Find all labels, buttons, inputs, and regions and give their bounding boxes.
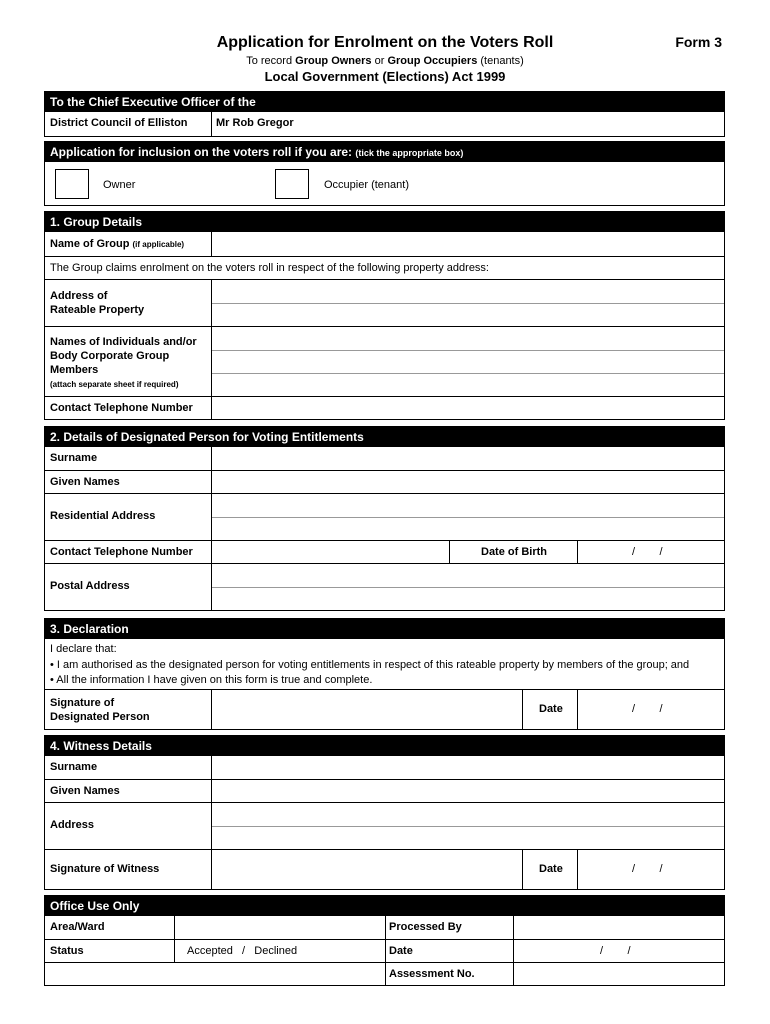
designated-surname-row [45,447,724,470]
designated-phone-label: Contact Telephone Number [50,546,193,558]
witness-signature-label: Signature of Witness [50,863,160,875]
designated-residential-label: Residential Address [50,510,156,522]
designated-given-label: Given Names [50,476,120,488]
council-name: District Council of Elliston [50,117,188,129]
address-input-line-1[interactable] [212,280,724,303]
owner-label: Owner [103,179,136,191]
witness-surname-input[interactable] [212,756,724,779]
designated-heading: 2. Details of Designated Person for Voting Entitlements [45,427,724,447]
dob-label: Date of Birth [481,546,547,558]
group-phone-input[interactable] [212,397,724,419]
form-number: Form 3 [675,34,722,50]
office-status-label: Status [50,945,84,957]
members-label [50,335,197,392]
office-section [44,895,725,986]
application-heading-text: Application for inclusion on the voters roll if you are: [50,145,353,159]
office-assessment-label: Assessment No. [389,968,475,980]
designated-phone-input[interactable] [212,541,449,563]
declaration-date-input[interactable]: / / [632,703,663,715]
witness-given-input[interactable] [212,780,724,802]
witness-surname-label: Surname [50,761,98,773]
office-area-label: Area/Ward [50,921,105,933]
declaration-section [44,618,725,730]
office-status-row [45,939,724,962]
designated-surname-input[interactable] [212,447,724,470]
witness-given-row [45,779,724,802]
designated-section [44,426,725,611]
group-name-row [45,232,724,256]
office-date-input[interactable]: / / [600,945,631,957]
witness-heading: 4. Witness Details [45,736,724,756]
witness-date-input[interactable]: / / [632,863,663,875]
declaration-heading: 3. Declaration [45,619,724,639]
to-heading: To the Chief Executive Officer of the [45,92,724,112]
group-section [44,211,725,420]
address-label [50,289,144,317]
subtitle-pre: To record [246,55,296,67]
designated-postal-label: Postal Address [50,580,130,592]
form-title: Application for Enrolment on the Voters Roll [216,34,554,51]
address-label-1: Address of [50,290,108,302]
designated-given-input[interactable] [212,471,724,493]
group-name-label [50,238,184,250]
office-area-input[interactable] [175,916,385,939]
witness-signature-row [45,849,724,889]
office-processed-label: Processed By [389,921,462,933]
witness-surname-row [45,756,724,779]
designated-postal-input[interactable] [212,564,724,610]
office-heading: Office Use Only [45,896,724,916]
office-processed-input[interactable] [514,916,724,939]
declaration-signature-row [45,689,724,729]
designated-given-row [45,470,724,493]
members-note: (attach separate sheet if required) [50,380,179,389]
witness-signature-input[interactable] [212,850,522,889]
form-subtitle [0,55,770,67]
subtitle-occupiers: Group Occupiers [387,55,478,67]
group-name-note: (if applicable) [132,240,185,249]
declaration-signature-input[interactable] [212,690,522,729]
members-label-1: Names of Individuals and/or [50,336,197,348]
group-phone-label: Contact Telephone Number [50,402,193,414]
application-heading-note: (tick the appropriate box) [355,148,464,158]
designated-surname-label: Surname [50,452,98,464]
group-heading: 1. Group Details [45,212,724,232]
office-date-label: Date [389,945,413,957]
declaration-signature-label-2: Designated Person [50,711,150,723]
designated-residential-input[interactable] [212,494,724,540]
declaration-intro: I declare that: [50,643,117,655]
declaration-bullet-2: • All the information I have given on this form is true and complete. [50,674,373,686]
group-members-row [45,326,724,396]
act-title: Local Government (Elections) Act 1999 [264,69,506,84]
office-status-value[interactable]: Accepted / Declined [187,945,298,957]
designated-phone-row [45,540,724,563]
owner-checkbox[interactable] [55,169,89,199]
witness-section [44,735,725,890]
group-name-input[interactable] [212,232,724,256]
application-section [44,141,725,206]
declaration-date-label: Date [539,703,563,715]
to-section [44,91,725,137]
members-input[interactable] [212,327,724,396]
group-address-row [45,279,724,326]
subtitle-or: or [371,55,388,67]
declaration-text-row [45,639,724,689]
declaration-bullet-1: • I am authorised as the designated person for voting entitlements in respect of this rateable property by members of the group; and [50,659,690,671]
office-assessment-row [45,962,724,985]
witness-address-label: Address [50,819,95,831]
application-heading [45,142,724,162]
declaration-signature-label [50,696,150,724]
dob-input[interactable]: / / [632,546,663,558]
occupier-checkbox[interactable] [275,169,309,199]
witness-address-row [45,802,724,849]
designated-postal-row [45,563,724,610]
declaration-signature-label-1: Signature of [50,697,115,709]
subtitle-post: (tenants) [477,55,524,67]
occupier-label: Occupier (tenant) [324,179,409,191]
group-name-label-text: Name of Group [50,238,130,250]
office-area-row [45,916,724,939]
group-phone-row [45,396,724,419]
to-row [45,112,724,136]
group-claims-text: The Group claims enrolment on the voters roll in respect of the following property address: [50,262,489,274]
members-label-3: Members [50,364,99,376]
witness-date-label: Date [539,863,563,875]
office-assessment-input[interactable] [514,963,724,985]
members-label-2: Body Corporate Group [50,350,170,362]
address-input-line-2[interactable] [212,304,724,327]
witness-given-label: Given Names [50,785,120,797]
designated-residential-row [45,493,724,540]
witness-address-input[interactable] [212,803,724,849]
group-claims-row [45,256,724,279]
subtitle-owners: Group Owners [295,55,372,67]
address-label-2: Rateable Property [50,304,145,316]
officer-name: Mr Rob Gregor [216,117,294,129]
